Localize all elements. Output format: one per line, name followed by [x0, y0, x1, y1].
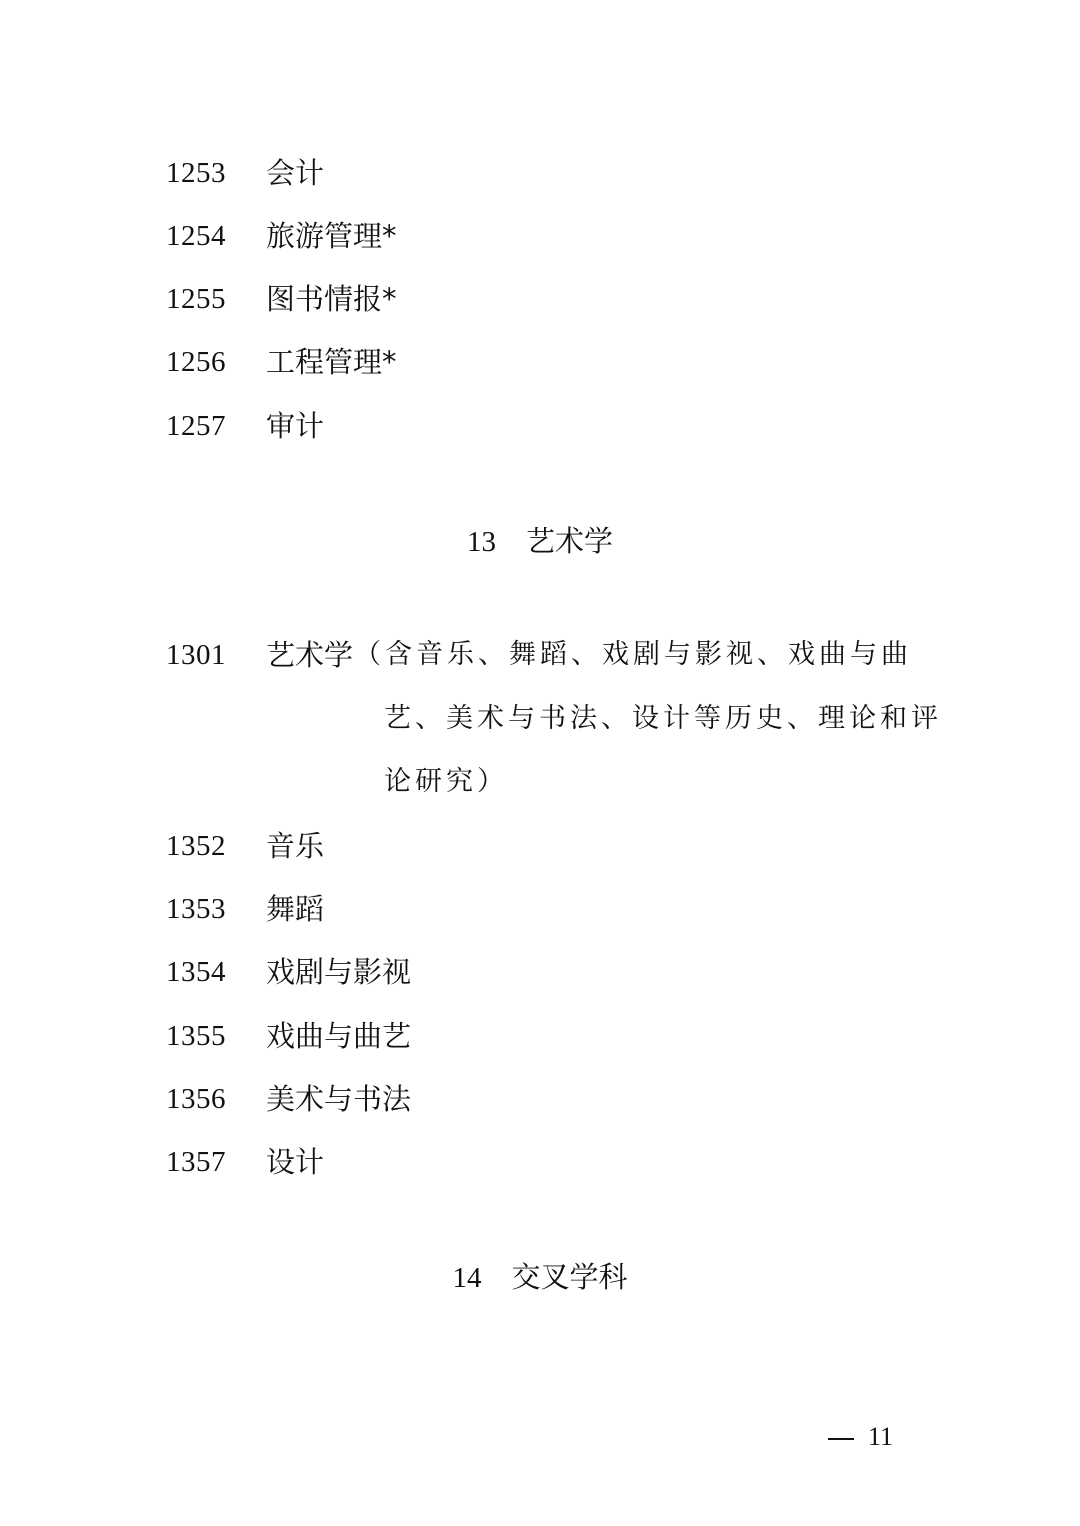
discipline-code: 1256: [166, 346, 226, 378]
section-number: 14: [452, 1262, 482, 1294]
discipline-name: 戏曲与曲艺: [266, 1019, 412, 1053]
discipline-name: 审计: [266, 409, 325, 443]
list-item: [0, 1137, 1080, 1187]
discipline-code: 1254: [166, 220, 226, 252]
list-item: [0, 821, 1080, 871]
section-number: 13: [466, 526, 496, 558]
discipline-note-line-2: 艺、美术与书法、设计等历史、理论和评: [384, 703, 942, 734]
discipline-name: 图书情报*: [266, 282, 397, 316]
discipline-code: 1354: [166, 956, 226, 988]
discipline-name: 艺术学: [266, 638, 354, 672]
discipline-code: 1353: [166, 893, 226, 925]
discipline-code: 1253: [166, 157, 226, 189]
discipline-name: 舞蹈: [266, 892, 325, 926]
discipline-code: 1357: [166, 1146, 226, 1178]
discipline-name: 美术与书法: [266, 1082, 412, 1116]
discipline-code: 1352: [166, 830, 226, 862]
list-item: [0, 947, 1080, 997]
list-item: [0, 401, 1080, 451]
discipline-name: 旅游管理*: [266, 219, 397, 253]
list-item: [0, 1074, 1080, 1124]
discipline-note-line-1: （含音乐、舞蹈、戏剧与影视、戏曲与曲: [354, 639, 912, 670]
list-item: [0, 1011, 1080, 1061]
discipline-name: 设计: [266, 1145, 325, 1179]
discipline-code: 1355: [166, 1020, 226, 1052]
list-item: [0, 337, 1080, 387]
discipline-name: 会计: [266, 156, 325, 190]
page-number: 11: [868, 1422, 894, 1451]
list-item: [0, 148, 1080, 198]
discipline-code: 1257: [166, 410, 226, 442]
discipline-name: 音乐: [266, 829, 325, 863]
list-item: [0, 884, 1080, 934]
discipline-note-line-3: 论研究）: [384, 766, 508, 797]
section-title: 艺术学: [525, 524, 613, 558]
discipline-name: 戏剧与影视: [266, 955, 412, 989]
list-item: [0, 274, 1080, 324]
list-item: [0, 211, 1080, 261]
section-heading-13: [0, 516, 1080, 566]
dash-divider: [828, 1438, 854, 1440]
discipline-code: 1255: [166, 283, 226, 315]
discipline-code: 1301: [166, 639, 226, 671]
discipline-code: 1356: [166, 1083, 226, 1115]
page-footer: [828, 1414, 893, 1460]
section-title: 交叉学科: [511, 1260, 628, 1294]
section-heading-14: [0, 1252, 1080, 1302]
discipline-name: 工程管理*: [266, 345, 397, 379]
